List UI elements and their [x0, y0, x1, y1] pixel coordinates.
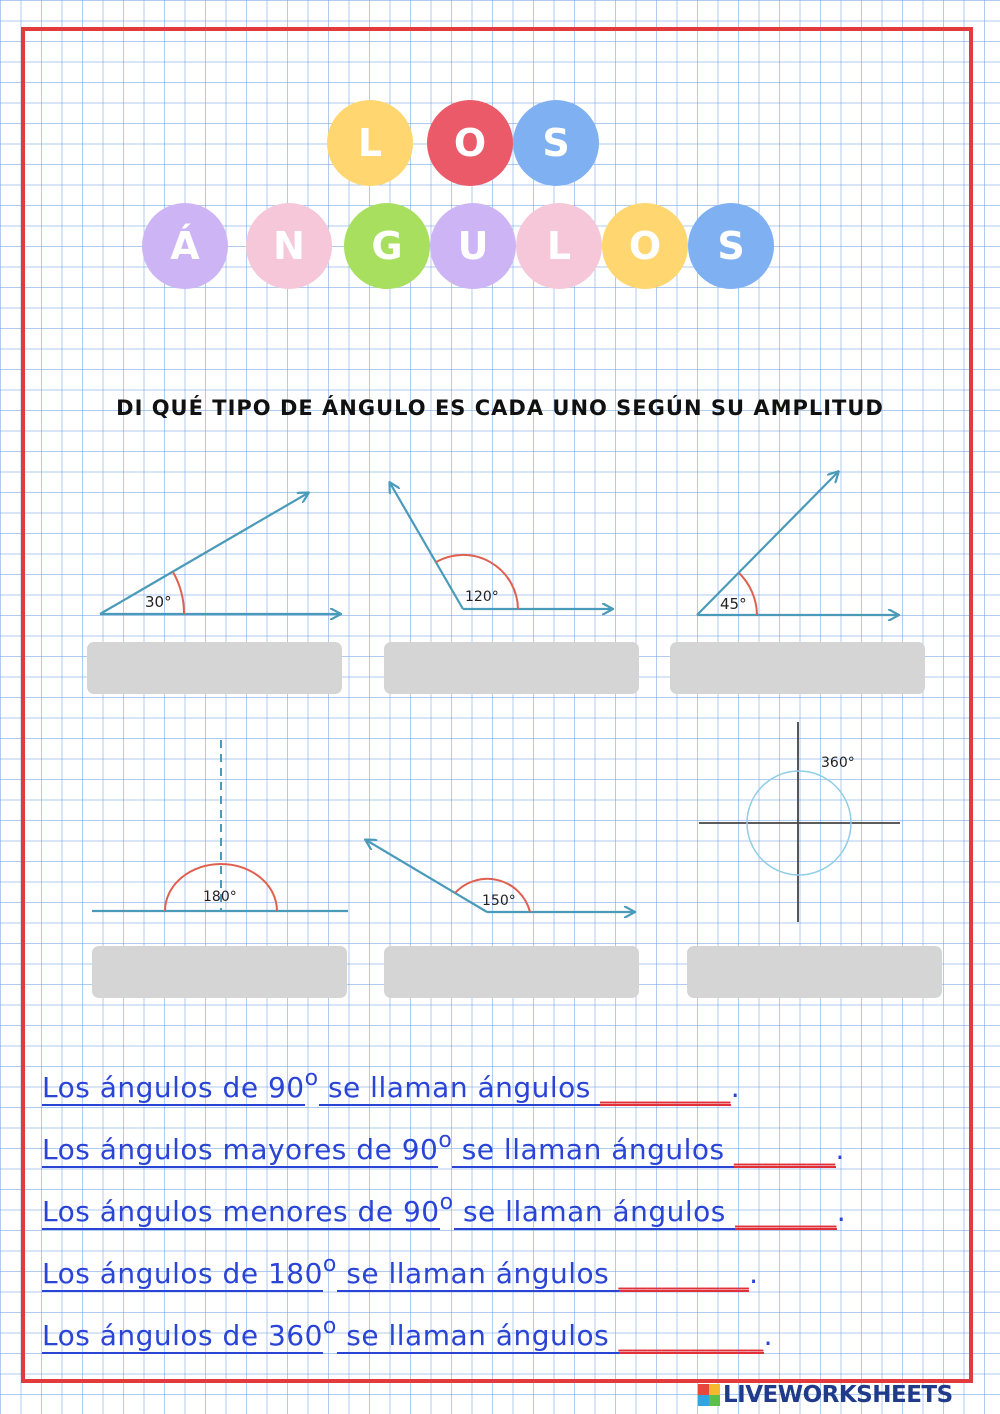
sentence-text: Los ángulos menores de 90 — [42, 1195, 440, 1228]
answer-blank[interactable]: _______ — [735, 1195, 837, 1228]
answer-box-180[interactable] — [92, 946, 347, 998]
title-letter: O — [602, 203, 688, 289]
title-letter: G — [344, 203, 430, 289]
angle-label: 180° — [203, 889, 237, 905]
angle-label: 360° — [821, 755, 855, 771]
instruction-heading: DI QUÉ TIPO DE ÁNGULO ES CADA UNO SEGÚN SU AMPLITUD — [116, 396, 884, 420]
answer-box-360[interactable] — [687, 946, 942, 998]
degree-mark: o — [439, 1190, 454, 1215]
sentence-90 — [42, 1066, 740, 1104]
liveworksheets-wordmark: LIVEWORKSHEETS — [723, 1382, 953, 1408]
answer-blank[interactable]: _________ — [618, 1257, 750, 1290]
angle-360 — [699, 722, 900, 922]
angle-120 — [390, 483, 612, 609]
angle-45 — [697, 472, 898, 615]
sentence-menores-90 — [42, 1190, 846, 1228]
angle-label: 45° — [720, 595, 747, 613]
degree-mark: o — [438, 1128, 453, 1153]
sentence-text: se llaman ángulos — [336, 1319, 619, 1352]
degree-mark: o — [304, 1066, 319, 1091]
sentence-mayores-90 — [42, 1128, 845, 1166]
answer-box-120[interactable] — [384, 642, 639, 694]
title-letter: S — [513, 100, 599, 186]
title-letter: O — [427, 100, 513, 186]
title-letter: U — [430, 203, 516, 289]
sentence-text: se llaman ángulos — [318, 1071, 601, 1104]
sentence-end: . — [763, 1319, 774, 1352]
answer-box-45[interactable] — [670, 642, 925, 694]
title-letter: S — [688, 203, 774, 289]
title-letter: N — [246, 203, 332, 289]
title-letter: L — [327, 100, 413, 186]
angle-label: 120° — [465, 589, 499, 605]
title-letter: Á — [142, 203, 228, 289]
answer-box-30[interactable] — [87, 642, 342, 694]
sentence-text: Los ángulos de 360 — [42, 1319, 323, 1352]
angle-ray — [697, 472, 838, 615]
angle-ray — [390, 483, 463, 609]
sentence-text: se llaman ángulos — [452, 1133, 735, 1166]
answer-blank[interactable]: _________ — [600, 1071, 731, 1104]
liveworksheets-logo[interactable] — [698, 1380, 953, 1410]
sentence-text: se llaman ángulos — [336, 1257, 619, 1290]
angle-ray — [100, 493, 308, 614]
sentence-180 — [42, 1252, 759, 1290]
angle-30 — [100, 493, 340, 614]
answer-blank[interactable]: _______ — [734, 1133, 836, 1166]
angle-ray — [366, 840, 487, 912]
degree-mark: o — [322, 1314, 337, 1339]
angle-label: 150° — [482, 893, 516, 909]
sentence-360 — [42, 1314, 773, 1352]
sentence-text: Los ángulos de 90 — [42, 1071, 305, 1104]
sentence-text: se llaman ángulos — [453, 1195, 736, 1228]
answer-blank[interactable]: __________ — [618, 1319, 764, 1352]
angle-180 — [92, 740, 348, 911]
angle-label: 30° — [145, 593, 172, 611]
angle-150 — [366, 840, 634, 912]
sentence-end: . — [835, 1133, 845, 1166]
answer-box-150[interactable] — [384, 946, 639, 998]
sentence-text: Los ángulos mayores de 90 — [42, 1133, 439, 1166]
title-letter: L — [516, 203, 602, 289]
degree-mark: o — [322, 1252, 337, 1277]
sentence-end: . — [749, 1257, 759, 1290]
sentence-end: . — [836, 1195, 847, 1228]
liveworksheets-badge-icon — [698, 1384, 720, 1406]
sentence-text: Los ángulos de 180 — [42, 1257, 323, 1290]
sentence-end: . — [730, 1071, 741, 1104]
angle-arc — [173, 572, 184, 614]
